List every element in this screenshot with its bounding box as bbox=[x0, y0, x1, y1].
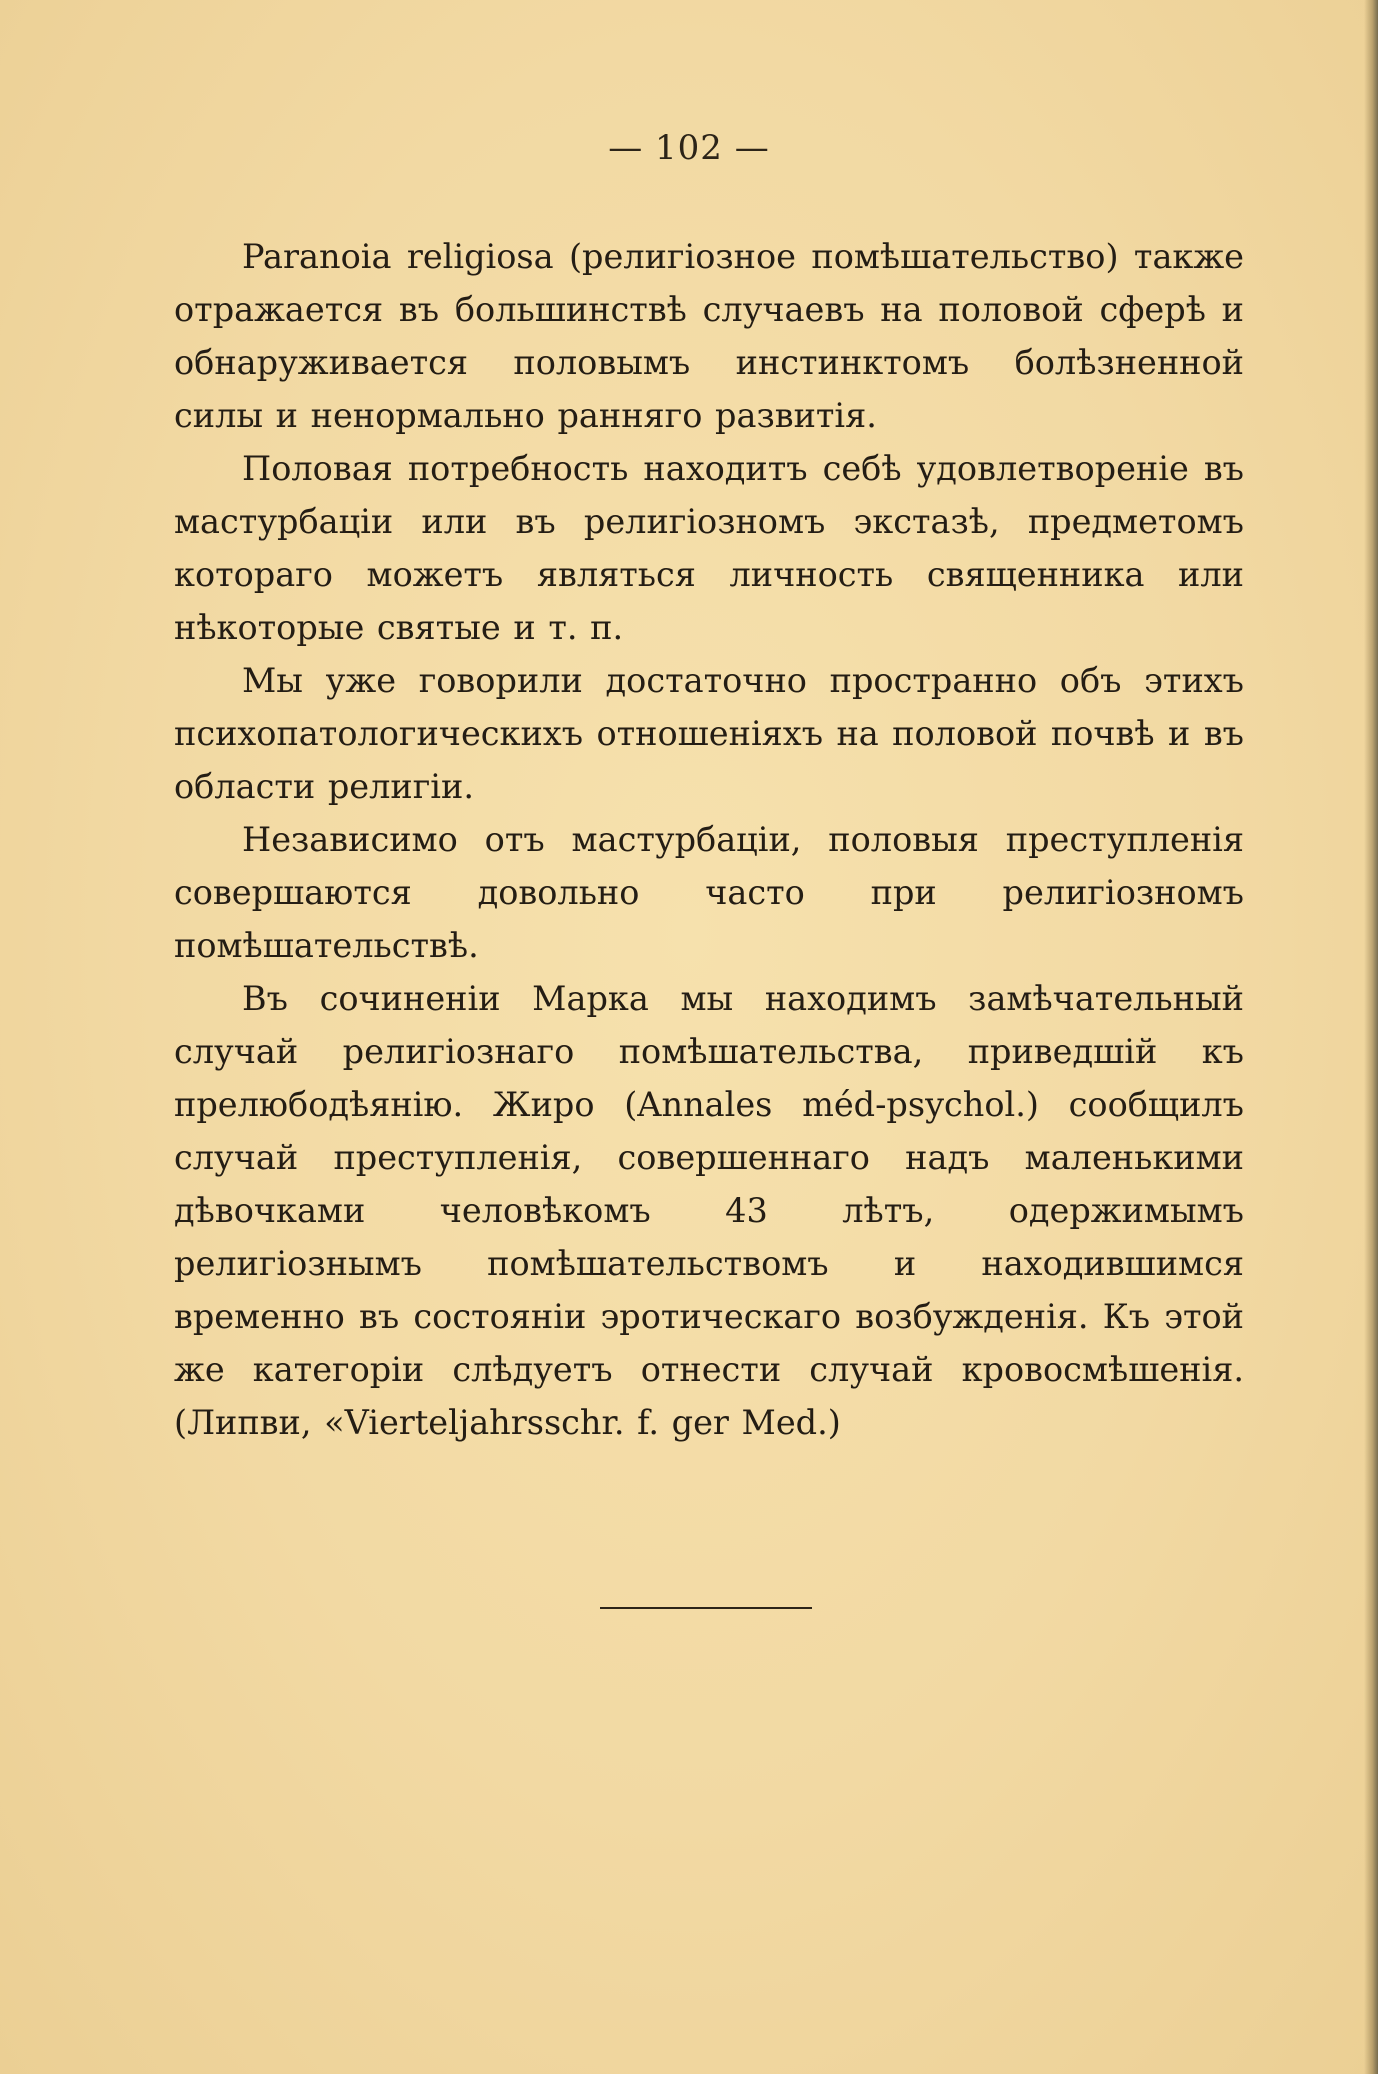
paragraph-already-discussed: Мы уже говорили достаточно пространно объ этихъ психопатологическихъ отношенiяхъ на половой почвѣ и въ области религiи. bbox=[174, 661, 1244, 806]
paragraph-cases: Въ сочиненiи Марка мы находимъ замѣчательный случай религiознаго помѣшательства, приведшiй къ прелюбодѣянiю. Жиро (Annales méd-psychol.) сообщилъ случай преступленiя, совершеннаго надъ маленькими дѣвочками человѣкомъ 43 лѣтъ, одержимымъ религiознымъ помѣшательствомъ и находившимся временно въ состоянiи эротическаго возбужденiя. Къ этой же категорiи слѣдуетъ отнести случай кровосмѣшенiя. (Липви, «Vierteljahrsschr. f. ger Med.) bbox=[174, 979, 1244, 1442]
paragraph-crimes: Независимо отъ мастурбацiи, половыя преступленiя совершаются довольно часто при религiозномъ помѣшательствѣ. bbox=[174, 820, 1244, 965]
end-rule bbox=[600, 1607, 812, 1609]
paragraph-paranoia: Paranoia religiosa (религiозное помѣшательство) также отражается въ большинствѣ случаевъ на половой сферѣ и обнаруживается половымъ инстинктомъ болѣзненной силы и ненормально ранняго развитiя. bbox=[174, 237, 1244, 435]
body-text bbox=[174, 230, 1244, 1449]
paragraph-sexual-need: Половая потребность находитъ себѣ удовлетворенiе въ мастурбацiи или въ религiозномъ экстазѣ, предметомъ котораго можетъ являться личность священника или нѣкоторые святые и т. п. bbox=[174, 449, 1244, 647]
page-edge-shadow bbox=[1364, 0, 1378, 2074]
page-number: — 102 — bbox=[608, 128, 770, 168]
